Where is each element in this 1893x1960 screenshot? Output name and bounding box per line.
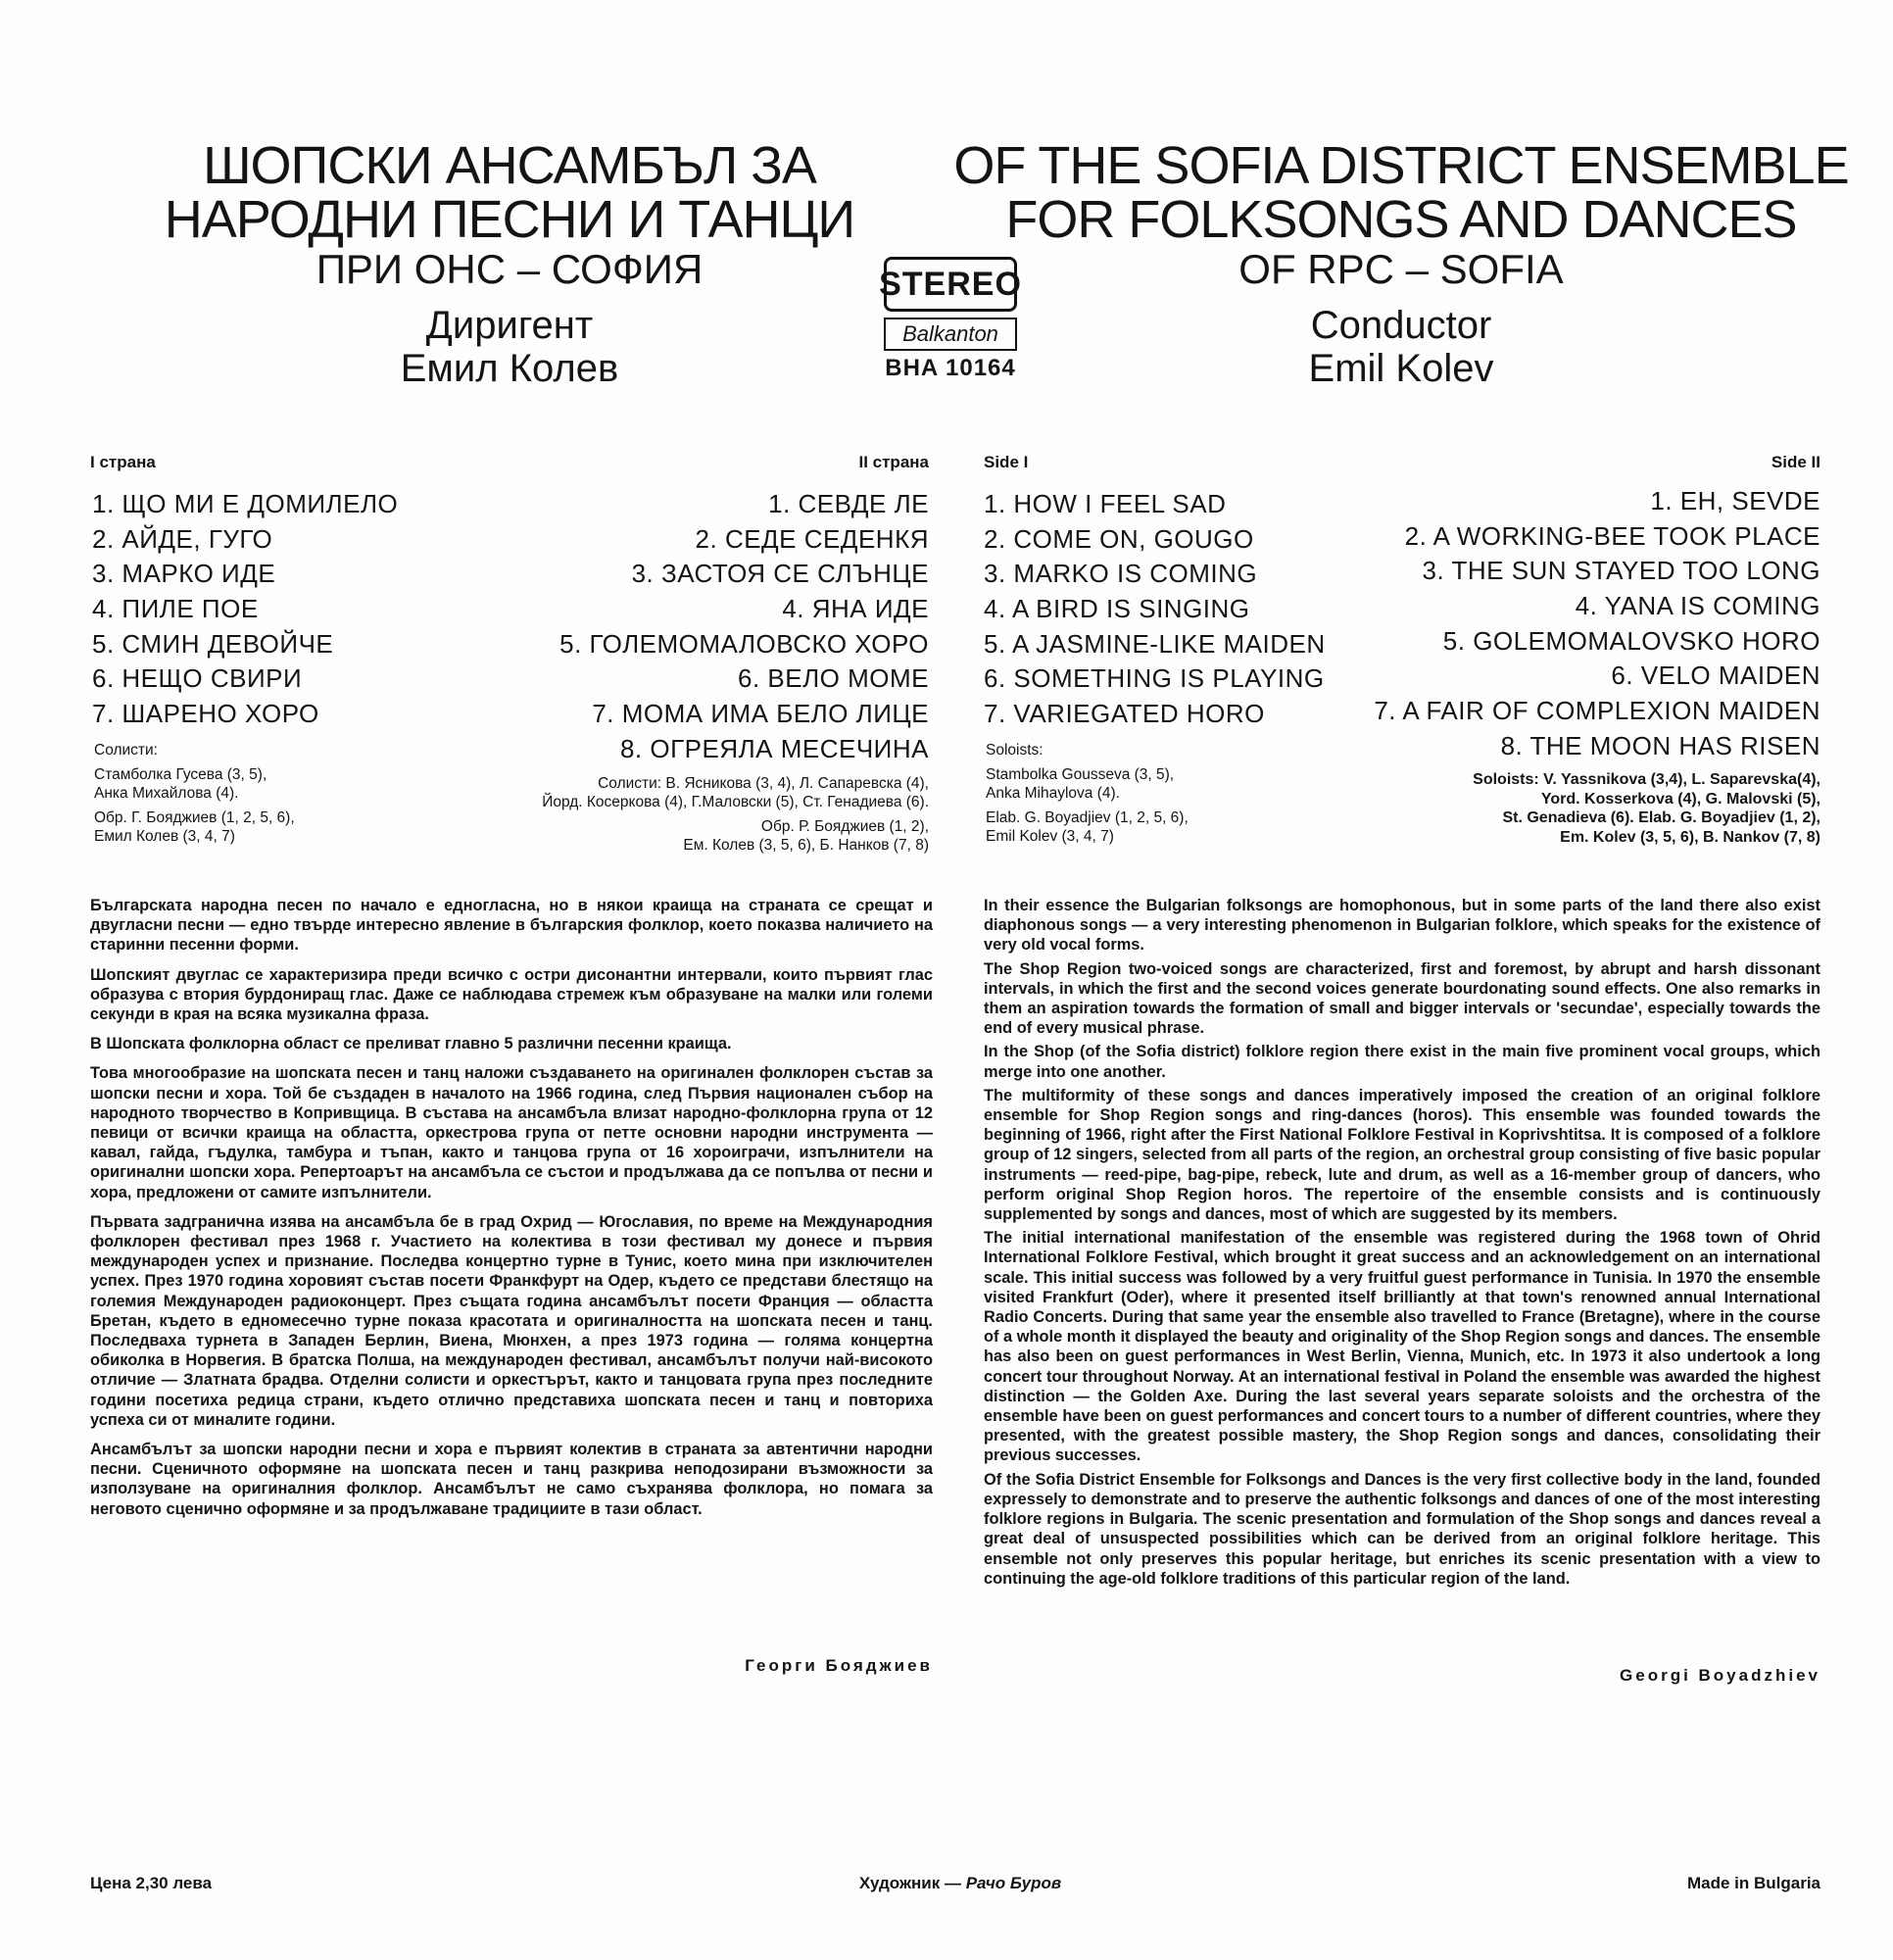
artist-label: Художник — [858, 1874, 961, 1892]
track-item: 1. HOW I FEEL SAD [984, 489, 1227, 518]
bg-paragraph: Първата задгранична изява на ансамбъла бе в град Охрид — Югославия, по време на Международния фолклорен фестивал през 1968 г. Участието на колектива в този фестивал му донесе и първия международен успех и признание. Последва концертно турне в Тунис, което мина при изключителен успех. През 1970 година хоровият състав посети Франкфурт на Одер, където се представи блестящо на големия Международен радиоконцерт. През същата година ансамбълът посети Франция — областта Бретан, където в едномесечно турне показа красотата и оригиналността на шопската песен и танц. Последваха турнета в Западен Берлин, Виена, Мюнхен, а през 1973 година — голяма концертна обиколка в Норвегия. В братска Полша, на международен фестивал, ансамбълът получи най-високото отличие — Златната брадва. Отделни солисти и оркестърът, както и танцовата група през последните години посетиха редица страни, където отлично представиха шопската песен и танц и повториха успеха си от миналите години. [90, 1212, 933, 1429]
en-paragraph: The multiformity of these songs and dances imperatively imposed the creation of an original folklore ensemble for Shop Region songs and ring-dances (horos). This ensemble was founded towards the beginning of 1966, right after the First National Folklore Festival in Koprivshtitsa. It is composed of a folklore group of 12 singers, selected from all parts of the region, an orchestral group consisting of five basic popular instruments — reed-pipe, bag-pipe, rebeck, lute and drum, as well as a 16-member group of dancers, who perform original Shop Region horos. The repertoire of the ensemble consists and is continuously supplemented by songs and dances, most of which are suggested by its members. [984, 1086, 1820, 1224]
track-item: 7. VARIEGATED HORO [984, 699, 1265, 729]
artist-credit [823, 1874, 1097, 1893]
track-item: 1. СЕВДЕ ЛЕ [768, 489, 929, 518]
credit-line: Солисти: В. Ясникова (3, 4), Л. Сапаревска (4), [598, 775, 929, 792]
made-in-label: Made in Bulgaria [1686, 1874, 1820, 1892]
track-item: 1. EH, SEVDE [1650, 486, 1820, 515]
track-item: 8. ОГРЕЯЛА МЕСЕЧИНА [619, 733, 929, 763]
track-item: 6. НЕЩО СВИРИ [92, 663, 303, 694]
credit-line: Soloists: V. Yassnikova (3,4), L. Saparevska(4), [1473, 771, 1820, 788]
credit-line: Emil Kolev (3, 4, 7) [986, 828, 1114, 845]
credit-line: Yord. Kosserkova (4), G. Malovski (5), [1540, 790, 1820, 808]
bg-side1-heading: I страна [90, 453, 156, 471]
en-paragraph: In their essence the Bulgarian folksongs are homophonous, but in some parts of the land there also exist diaphonous songs — a very interesting phenomenon in Bulgarian folklore, which speaks for the existence of very old vocal forms. [984, 897, 1820, 955]
en-side2-heading: Side II [1771, 453, 1820, 471]
bg-paragraph: Ансамбълът за шопски народни песни и хора е първият колектив в страната за автентични народни песни. Сценичното оформяне на шопската песен и танц разкрива неподозирани възможности за използуване на оригиналния фолклор. Ансамбълът не само съхранява фолклора, но помага за неговото сценично оформяне и за продължаване традициите в тази област. [90, 1441, 933, 1518]
bg-liner-notes [90, 896, 933, 1529]
credit-line: Em. Kolev (3, 5, 6), B. Nankov (7, 8) [1560, 828, 1820, 846]
bg-side2-tracklist [537, 487, 929, 767]
balkanton-label: Balkanton [884, 318, 1017, 351]
bg-paragraph: Шопският двуглас се характеризира преди всичко с остри дисонантни интервали, които първият глас образува с втория бурдониращ глас. Даже се наблюдава стремеж към образуване на малки или големи секунди в края на всяка музикална фраза. [90, 965, 933, 1024]
track-item: 2. A WORKING-BEE TOOK PLACE [1404, 520, 1820, 551]
track-item: 3. MARKO IS COMING [984, 559, 1258, 589]
track-item: 2. COME ON, GOUGO [984, 523, 1254, 554]
bg-signature: Георги Бояджиев [745, 1656, 933, 1675]
credit-line: Обр. Р. Бояджиев (1, 2), [760, 818, 929, 835]
en-conductor-name: Emil Kolev [1308, 347, 1494, 390]
track-item: 5. GOLEMOMALOVSKO HORO [1442, 625, 1820, 656]
track-item: 6. VELO MAIDEN [1611, 661, 1820, 691]
track-item: 6. SOMETHING IS PLAYING [984, 663, 1325, 694]
credit-line: St. Genadieva (6). Elab. G. Boyadjiev (1, 2), [1502, 809, 1820, 826]
credit-line: Солисти: [94, 742, 158, 759]
en-paragraph: Of the Sofia District Ensemble for Folksongs and Dances is the very first collective body in the land, founded expressely to demonstrate and to preserve the authentic folksongs and dances of one of the most interesting folklore regions in Bulgaria. The scenic presentation and formulation of the Shop songs and dances reveal a great deal of unsuspected possibilities which can be derived from an original folklore heritage. This ensemble not only preserves this popular heritage, but enriches its scenic presentation with a view to continuing the age-old folklore traditions of this particular region of the land. [984, 1470, 1820, 1588]
credit-line: Stambolka Gousseva (3, 5), [986, 766, 1175, 783]
track-item: 3. THE SUN STAYED TOO LONG [1422, 556, 1820, 586]
credit-line: Обр. Г. Бояджиев (1, 2, 5, 6), [94, 809, 295, 826]
bg-paragraph: Българската народна песен по начало е едногласна, но в някои краища на страната се срещат и двугласни песни — едно твърде интересно явление в българския фолклор, което показва наличието на старинни песенни форми. [90, 897, 933, 955]
track-item: 2. СЕДЕ СЕДЕНКЯ [695, 523, 929, 554]
stereo-label: STEREO [879, 265, 1022, 303]
bg-side1-tracklist [92, 487, 504, 732]
track-item: 1. ЩО МИ Е ДОМИЛЕЛО [92, 489, 399, 518]
catalog-number: BHA 10164 [885, 355, 1016, 381]
bg-title-line-1: ШОПСКИ АНСАМБЪЛ ЗА [203, 136, 816, 195]
en-side1-heading: Side I [984, 453, 1029, 471]
en-signature: Georgi Boyadzhiev [1620, 1666, 1820, 1685]
track-item: 7. ШАРЕНО ХОРО [92, 699, 319, 729]
track-item: 7. A FAIR OF COMPLEXION MAIDEN [1374, 696, 1820, 726]
credit-line: Anka Mihaylova (4). [986, 785, 1120, 802]
en-paragraph: In the Shop (of the Sofia district) folklore region there exist in the main five prominent vocal groups, which merge into one another. [984, 1043, 1820, 1081]
en-paragraph: The initial international manifestation of the ensemble was registered during the 1968 town of Ohrid International Folklore Festival, which brought it great success and an acknowledgement on an international scale. This initial success was followed by a very fruitful guest performance in Tunisia. In 1970 the ensemble visited Frankfurt (Oder), where it presented itself brilliantly at that town's renowned annual International Radio Concerts. During that same year the ensemble also travelled to France (Bretagne), where in the course of a whole month it displayed the beauty and originality of the Shop Region songs and dances. The ensemble has also been on guest performances in West Berlin, Vienna, Munich, etc. In 1973 it also undertook a long concert tour throughout Norway. At an international festival in Poland the ensemble was awarded the highest distinction — the Golden Axe. During the last several years separate soloists and the orchestra of the ensemble have been on guest performances and concert tours to a number of different countries, where they presented, with the greatest possible mastery, the Shop Region songs and dances, consolidating their previous successes. [984, 1229, 1820, 1465]
bg-side2-heading: II страна [858, 453, 929, 471]
bg-paragraph: Това многообразие на шопската песен и танц наложи създаването на оригинален фолклорен състав за шопски песни и хора. Той бе създаден в началото на 1966 година, след Първия национален събор на народното творчество в Копривщица. В състава на ансамбъла влизат народно-фолклорна група от 12 певици от всички краища на областта, оркестрова група от петте основни народни инструмента — кавал, гайда, гъдулка, тамбура и тъпан, както и танцова група от 16 хороиграчи, изпълнители на оригинални шопски хора. Репертоарът на ансамбъла се състои и продължава да се попълва от песни и хора, предложени от самите изпълнители. [90, 1064, 933, 1201]
artist-name: Рачо Буров [965, 1874, 1062, 1892]
en-title-line-2: FOR FOLKSONGS AND DANCES [1005, 190, 1797, 249]
credit-line: Йорд. Косеркова (4), Г.Маловски (5), Ст. Генадиева (6). [542, 794, 929, 810]
bg-title-line-2: НАРОДНИ ПЕСНИ И ТАНЦИ [164, 190, 855, 249]
credit-line: Анка Михайлова (4). [94, 785, 239, 802]
track-item: 4. ЯНА ИДЕ [782, 594, 929, 624]
credit-line: Емил Колев (3, 4, 7) [94, 828, 235, 845]
credit-line: Стамболка Гусева (3, 5), [94, 766, 267, 783]
en-liner-notes [984, 896, 1820, 1592]
credit-line: Ем. Колев (3, 5, 6), Б. Нанков (7, 8) [683, 837, 929, 854]
track-item: 4. YANA IS COMING [1575, 591, 1820, 621]
track-item: 4. A BIRD IS SINGING [984, 594, 1250, 624]
bg-conductor-name: Емил Колев [400, 347, 619, 390]
track-item: 3. ЗАСТОЯ СЕ СЛЪНЦЕ [631, 559, 929, 589]
track-item: 5. СМИН ДЕВОЙЧЕ [92, 628, 334, 659]
balkanton-stereo-logo [879, 257, 1022, 351]
bg-conductor-label: Диригент [425, 304, 594, 347]
bg-side1-credits [94, 741, 466, 846]
bg-subtitle: ПРИ ОНС – СОФИЯ [316, 246, 704, 292]
en-subtitle: OF RPC – SOFIA [1238, 246, 1564, 292]
en-title-line-1: OF THE SOFIA DISTRICT ENSEMBLE [953, 136, 1849, 195]
en-side2-credits [1352, 770, 1820, 847]
track-item: 4. ПИЛЕ ПОЕ [92, 594, 259, 624]
stereo-logo-icon [879, 257, 1022, 312]
en-paragraph: The Shop Region two-voiced songs are characterized, first and foremost, by abrupt and harsh dissonant intervals, in which the first and the second voices generate bourdonating sound effects. One also remarks in them an aspiration towards the formation of small and bigger intervals or 'secundae', especially towards the end of every musical phrase. [984, 959, 1820, 1038]
en-side1-tracklist [984, 487, 1395, 732]
price-label: Цена 2,30 лева [90, 1874, 213, 1892]
track-item: 5. ГОЛЕМОМАЛОВСКО ХОРО [559, 628, 929, 659]
en-conductor-label: Conductor [1310, 304, 1492, 347]
credit-line: Soloists: [986, 742, 1044, 759]
bg-paragraph: В Шопската фолклорна област се преливат главно 5 различни песенни краища. [90, 1035, 732, 1054]
track-item: 3. МАРКО ИДЕ [92, 559, 276, 589]
track-item: 5. A JASMINE-LIKE MAIDEN [984, 628, 1326, 659]
track-item: 2. АЙДЕ, ГУГО [92, 523, 273, 554]
en-side1-credits [986, 741, 1358, 846]
track-item: 7. МОМА ИМА БЕЛО ЛИЦЕ [592, 699, 929, 729]
track-item: 8. THE MOON HAS RISEN [1500, 730, 1820, 760]
track-item: 6. ВЕЛО МОМЕ [738, 663, 929, 694]
credit-line: Elab. G. Boyadjiev (1, 2, 5, 6), [986, 809, 1189, 826]
en-side2-tracklist [1372, 484, 1820, 764]
bg-side2-credits [431, 774, 929, 855]
